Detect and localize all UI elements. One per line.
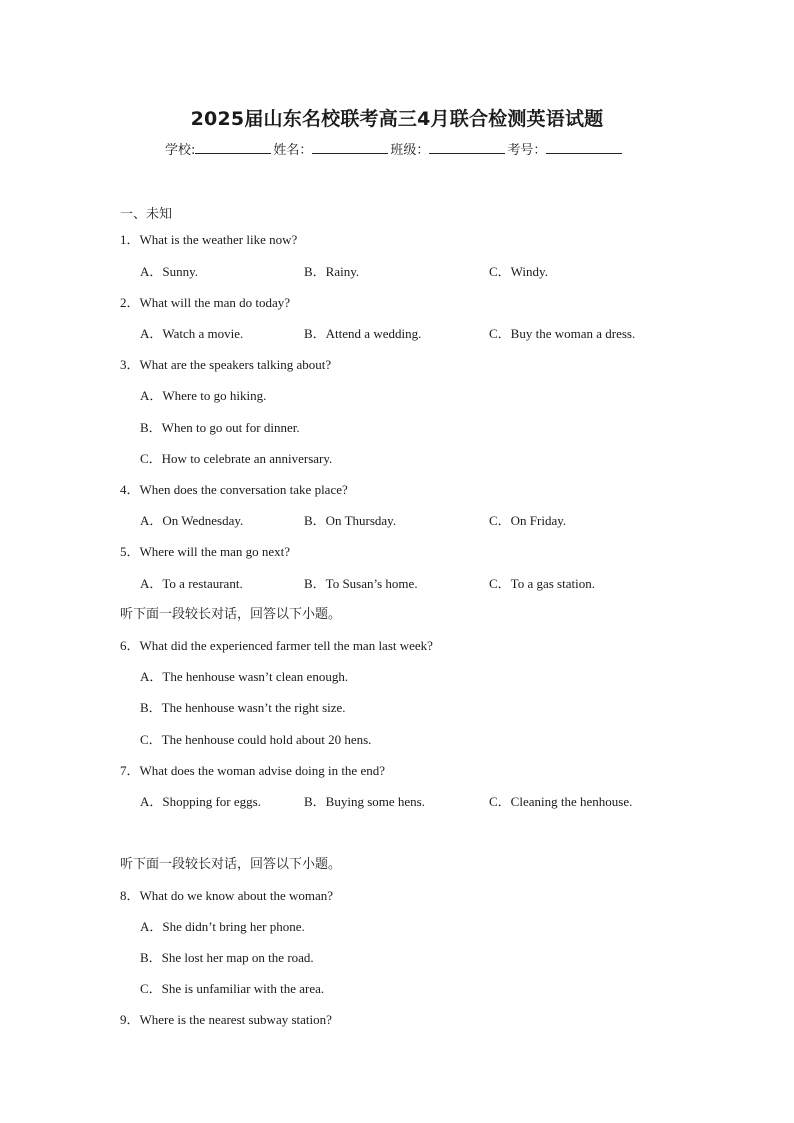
question-4-option-c: C．On Friday. — [489, 513, 567, 528]
question-6-option-b: B．The henhouse wasn’t the right size. — [140, 700, 346, 715]
question-7-option-a: A．Shopping for eggs. — [140, 794, 261, 809]
exam-number-label: 考号： — [507, 143, 547, 158]
question-7-option-c: C．Cleaning the henhouse. — [489, 794, 633, 809]
question-7-option-b: B．Buying some hens. — [304, 794, 425, 809]
question-5-stem: 5．Where will the man go next? — [120, 544, 291, 559]
question-1-option-b: B．Rainy. — [304, 264, 360, 279]
question-2-option-c: C．Buy the woman a dress. — [489, 326, 636, 341]
question-9-stem: 9．Where is the nearest subway station? — [120, 1012, 332, 1027]
question-8-option-b: B．She lost her map on the road. — [140, 950, 314, 965]
listening-instruction-2: 听下面一段较长对话，回答以下小题。 — [120, 857, 342, 872]
question-7-stem: 7．What does the woman advise doing in the end? — [120, 763, 385, 778]
class-label: 班级： — [390, 143, 430, 158]
name-label: 姓名： — [273, 143, 313, 158]
exam-title: 2025届山东名校联考高三4月联合检测英语试题 — [190, 108, 604, 130]
name-blank — [312, 141, 388, 154]
question-3-option-b: B．When to go out for dinner. — [140, 420, 300, 435]
question-1-option-c: C．Windy. — [489, 264, 548, 279]
school-blank — [195, 141, 271, 154]
exam-number-blank — [546, 141, 622, 154]
student-info-row — [165, 139, 624, 158]
question-4-option-a: A．On Wednesday. — [140, 513, 244, 528]
question-5-option-b: B．To Susan’s home. — [304, 576, 418, 591]
question-6-option-a: A．The henhouse wasn’t clean enough. — [140, 669, 349, 684]
question-2-option-b: B．Attend a wedding. — [304, 326, 422, 341]
question-8-option-a: A．She didn’t bring her phone. — [140, 919, 305, 934]
question-5-option-c: C．To a gas station. — [489, 576, 595, 591]
question-4-option-b: B．On Thursday. — [304, 513, 397, 528]
question-6-stem: 6．What did the experienced farmer tell the man last week? — [120, 638, 433, 653]
question-1-option-a: A．Sunny. — [140, 264, 199, 279]
question-3-option-c: C．How to celebrate an anniversary. — [140, 451, 333, 466]
school-label: 学校: — [165, 143, 196, 158]
class-blank — [429, 141, 505, 154]
question-5-option-a: A．To a restaurant. — [140, 576, 243, 591]
question-3-option-a: A．Where to go hiking. — [140, 388, 267, 403]
question-6-option-c: C．The henhouse could hold about 20 hens. — [140, 732, 372, 747]
question-2-stem: 2．What will the man do today? — [120, 295, 291, 310]
question-8-stem: 8．What do we know about the woman? — [120, 888, 334, 903]
question-1-stem: 1．What is the weather like now? — [120, 232, 298, 247]
question-4-stem: 4．When does the conversation take place? — [120, 482, 348, 497]
question-2-option-a: A．Watch a movie. — [140, 326, 244, 341]
question-8-option-c: C．She is unfamiliar with the area. — [140, 981, 325, 996]
section-heading: 一、未知 — [120, 207, 173, 222]
question-3-stem: 3．What are the speakers talking about? — [120, 357, 332, 372]
listening-instruction-1: 听下面一段较长对话，回答以下小题。 — [120, 607, 342, 622]
